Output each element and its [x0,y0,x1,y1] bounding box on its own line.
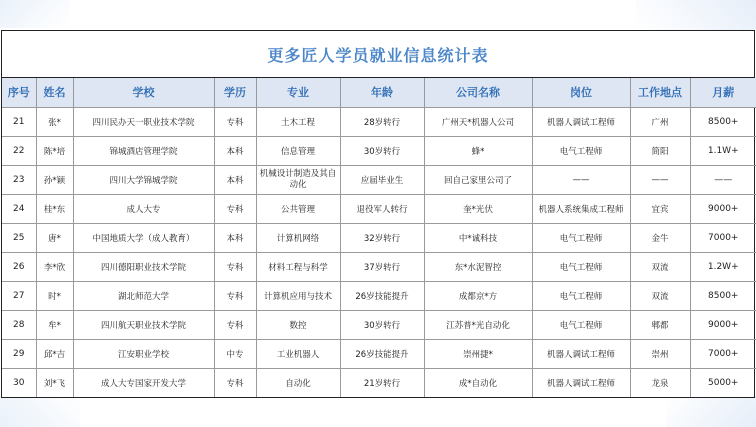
decorative-corner-top-right [636,0,756,30]
cell-major: 公共管理 [256,194,340,223]
cell-location: —— [630,165,690,194]
cell-position: 机器人系统集成工程师 [532,194,630,223]
cell-company: 广州天*机器人公司 [424,107,532,136]
cell-degree: 中专 [214,339,256,368]
cell-index: 28 [2,310,36,339]
cell-degree: 本科 [214,136,256,165]
cell-position: 电气工程师 [532,136,630,165]
cell-company: 奎*光伏 [424,194,532,223]
cell-age: 退役军人转行 [340,194,424,223]
cell-age: 30岁转行 [340,136,424,165]
table-header-row [2,78,756,107]
header-degree: 学历 [214,78,256,107]
cell-location: 金牛 [630,223,690,252]
cell-degree: 专科 [214,252,256,281]
cell-salary: —— [690,165,756,194]
cell-salary: 5000+ [690,368,756,397]
cell-company: 回自己家里公司了 [424,165,532,194]
table-row [2,136,756,165]
cell-position: 电气工程师 [532,223,630,252]
title-row [2,31,754,78]
table-row [2,165,756,194]
cell-school: 成人大专国家开发大学 [73,368,214,397]
header-index: 序号 [2,78,36,107]
header-position: 岗位 [532,78,630,107]
cell-name: 牟* [36,310,73,339]
cell-degree: 专科 [214,194,256,223]
cell-degree: 专科 [214,310,256,339]
decorative-corner-bottom-left [0,397,80,427]
cell-location: 双流 [630,252,690,281]
cell-index: 26 [2,252,36,281]
cell-salary: 8500+ [690,107,756,136]
cell-age: 21岁转行 [340,368,424,397]
table-row [2,339,756,368]
cell-name: 唐* [36,223,73,252]
cell-salary: 9000+ [690,310,756,339]
cell-salary: 1.1W+ [690,136,756,165]
table-row [2,310,756,339]
header-school: 学校 [73,78,214,107]
cell-company: 东*水泥智控 [424,252,532,281]
cell-company: 崇州捷* [424,339,532,368]
cell-index: 24 [2,194,36,223]
cell-index: 21 [2,107,36,136]
cell-position: 电气工程师 [532,310,630,339]
cell-company: 成都京*方 [424,281,532,310]
cell-name: 邱*吉 [36,339,73,368]
statistics-sheet [1,30,755,398]
cell-name: 陈*培 [36,136,73,165]
cell-major: 工业机器人 [256,339,340,368]
header-company: 公司名称 [424,78,532,107]
cell-degree: 本科 [214,223,256,252]
cell-index: 22 [2,136,36,165]
cell-age: 30岁转行 [340,310,424,339]
cell-major: 机械设计制造及其自动化 [256,165,340,194]
table-body [2,107,756,397]
cell-major: 自动化 [256,368,340,397]
cell-age: 37岁转行 [340,252,424,281]
cell-location: 广州 [630,107,690,136]
header-age: 年龄 [340,78,424,107]
cell-age: 26岁技能提升 [340,281,424,310]
cell-name: 刘*飞 [36,368,73,397]
cell-index: 30 [2,368,36,397]
cell-location: 郫都 [630,310,690,339]
cell-major: 计算机网络 [256,223,340,252]
cell-position: 机器人调试工程师 [532,339,630,368]
cell-index: 27 [2,281,36,310]
cell-position: 机器人调试工程师 [532,368,630,397]
table-row [2,107,756,136]
cell-school: 四川民办天一职业技术学院 [73,107,214,136]
cell-name: 李*欣 [36,252,73,281]
cell-index: 23 [2,165,36,194]
cell-company: 成*自动化 [424,368,532,397]
cell-school: 四川大学锦城学院 [73,165,214,194]
cell-name: 时* [36,281,73,310]
cell-location: 宜宾 [630,194,690,223]
cell-major: 材料工程与科学 [256,252,340,281]
header-location: 工作地点 [630,78,690,107]
cell-age: 应届毕业生 [340,165,424,194]
table-row [2,252,756,281]
cell-salary: 8500+ [690,281,756,310]
header-major: 专业 [256,78,340,107]
decorative-corner-bottom-right [666,395,756,427]
cell-location: 简阳 [630,136,690,165]
cell-company: 江苏普*光自动化 [424,310,532,339]
table-row [2,368,756,397]
cell-school: 湖北师范大学 [73,281,214,310]
cell-position: 机器人调试工程师 [532,107,630,136]
table-row [2,223,756,252]
cell-major: 计算机应用与技术 [256,281,340,310]
cell-salary: 9000+ [690,194,756,223]
cell-age: 26岁技能提升 [340,339,424,368]
cell-degree: 本科 [214,165,256,194]
cell-salary: 7000+ [690,339,756,368]
cell-school: 江安职业学校 [73,339,214,368]
cell-school: 锦城酒店管理学院 [73,136,214,165]
table-row [2,194,756,223]
cell-salary: 7000+ [690,223,756,252]
cell-degree: 专科 [214,107,256,136]
cell-location: 龙泉 [630,368,690,397]
cell-degree: 专科 [214,368,256,397]
cell-school: 四川航天职业技术学院 [73,310,214,339]
cell-major: 土木工程 [256,107,340,136]
cell-location: 双流 [630,281,690,310]
cell-name: 孙*颖 [36,165,73,194]
cell-school: 成人大专 [73,194,214,223]
cell-location: 崇州 [630,339,690,368]
cell-company: 中*诚科技 [424,223,532,252]
cell-index: 25 [2,223,36,252]
cell-major: 信息管理 [256,136,340,165]
cell-position: —— [532,165,630,194]
cell-degree: 专科 [214,281,256,310]
cell-major: 数控 [256,310,340,339]
cell-age: 32岁转行 [340,223,424,252]
cell-school: 四川德阳职业技术学院 [73,252,214,281]
cell-position: 电气工程师 [532,252,630,281]
page-title: 更多匠人学员就业信息统计表 [267,45,489,65]
decorative-corner-top-left [0,0,70,28]
cell-index: 29 [2,339,36,368]
cell-salary: 1.2W+ [690,252,756,281]
cell-name: 桂*东 [36,194,73,223]
cell-school: 中国地质大学（成人教育） [73,223,214,252]
cell-position: 电气工程师 [532,281,630,310]
header-salary: 月薪 [690,78,756,107]
cell-company: 蜂* [424,136,532,165]
cell-name: 张* [36,107,73,136]
cell-age: 28岁转行 [340,107,424,136]
header-name: 姓名 [36,78,73,107]
employment-table [2,78,756,397]
table-row [2,281,756,310]
